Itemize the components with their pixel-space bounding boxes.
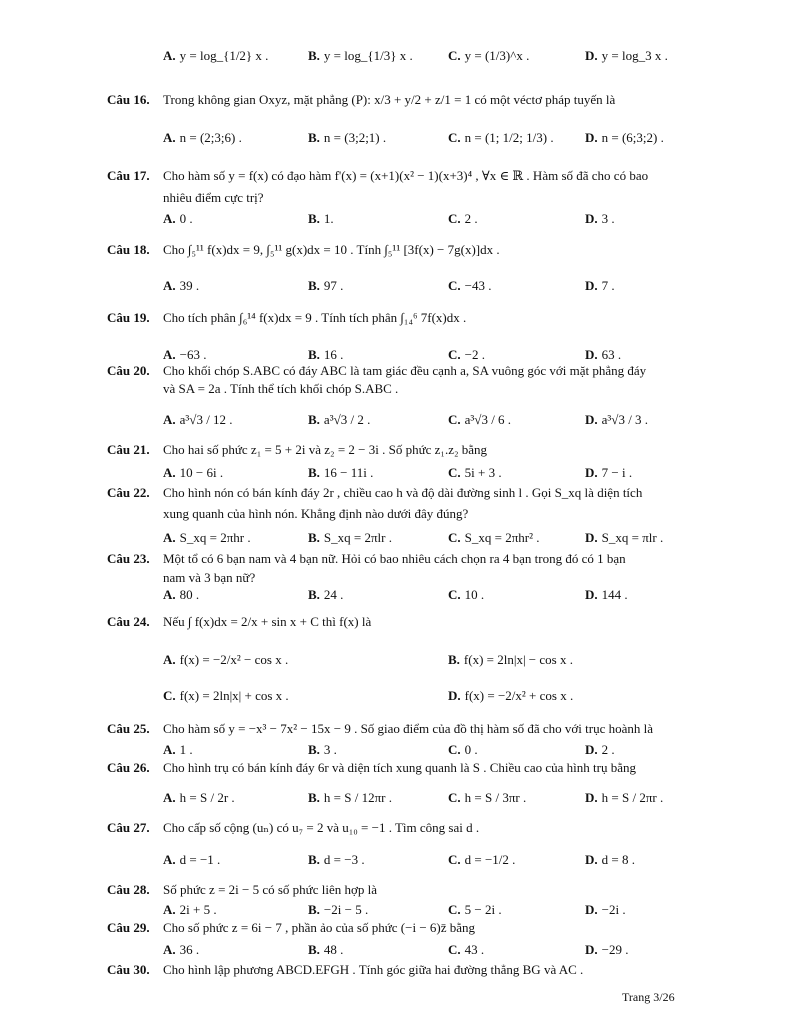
question-text: Cho số phức z = 6i − 7 , phần ảo của số phức (−i − 6)z̄ bằng — [163, 920, 476, 935]
question-number: Câu 26. — [107, 760, 150, 775]
question-number: Câu 17. — [107, 168, 150, 183]
question-text: Nếu ∫ f(x)dx = 2/x + sin x + C thì f(x) là — [163, 614, 372, 629]
option-d: D. S_xq = πlr . — [585, 530, 664, 545]
question-text: và SA = 2a . Tính thể tích khối chóp S.ABC . — [163, 381, 399, 396]
option-d: D. d = 8 . — [585, 852, 635, 867]
option-b: B. S_xq = 2πlr . — [308, 530, 392, 545]
question-text: xung quanh của hình nón. Khẳng định nào dưới đây đúng? — [163, 506, 469, 521]
option-b: B. 16 − 11i . — [308, 465, 374, 480]
option-c: C. S_xq = 2πhr² . — [448, 530, 540, 545]
question-text: Cho hàm số y = f(x) có đạo hàm f'(x) = (x+1)(x² − 1)(x+3)⁴ , ∀x ∈ ℝ . Hàm số đã cho có bao — [163, 168, 649, 183]
option-d: D. 144 . — [585, 587, 628, 602]
option-c: C. a³√3 / 6 . — [448, 412, 512, 427]
option-c: C. 5 − 2i . — [448, 902, 502, 917]
prev-option-a: A. y = log_{1/2} x . — [163, 48, 269, 63]
question-number: Câu 18. — [107, 242, 150, 257]
option-b: B. f(x) = 2ln|x| − cos x . — [448, 652, 573, 667]
option-d: D. −2i . — [585, 902, 626, 917]
option-a: A. 10 − 6i . — [163, 465, 224, 480]
option-d: D. 7 . — [585, 278, 615, 293]
question-number: Câu 23. — [107, 551, 150, 566]
question-text: Cho hình nón có bán kính đáy 2r , chiều cao h và độ dài đường sinh l . Gọi S_xq là diện tích — [163, 485, 643, 500]
option-d: D. −29 . — [585, 942, 629, 957]
question-text: Cho khối chóp S.ABC có đáy ABC là tam giác đều cạnh a, SA vuông góc với mặt phẳng đáy — [163, 363, 647, 378]
question-number: Câu 30. — [107, 962, 150, 977]
page-footer: Trang 3/26 — [622, 990, 675, 1004]
question-number: Câu 19. — [107, 310, 150, 325]
question-number: Câu 24. — [107, 614, 150, 629]
option-d: D. f(x) = −2/x² + cos x . — [448, 688, 574, 703]
question-text: Cho hình trụ có bán kính đáy 6r và diện tích xung quanh là S . Chiều cao của hình trụ bằng — [163, 760, 636, 775]
option-a: A. h = S / 2r . — [163, 790, 235, 805]
question-text: Cho hai số phức z₁ = 5 + 2i và z₂ = 2 − 3i . Số phức z₁.z₂ bằng — [163, 442, 488, 457]
question-number: Câu 29. — [107, 920, 150, 935]
question-number: Câu 21. — [107, 442, 150, 457]
question-number: Câu 20. — [107, 363, 150, 378]
option-a: A. 80 . — [163, 587, 200, 602]
question-number: Câu 22. — [107, 485, 150, 500]
prev-option-b: B. y = log_{1/3} x . — [308, 48, 413, 63]
question-text: Cho hình lập phương ABCD.EFGH . Tính góc giữa hai đường thẳng BG và AC . — [163, 962, 584, 977]
option-b: B. −2i − 5 . — [308, 902, 369, 917]
option-a: A. d = −1 . — [163, 852, 221, 867]
option-b: B. d = −3 . — [308, 852, 365, 867]
option-c: C. 43 . — [448, 942, 485, 957]
option-b: B. h = S / 12πr . — [308, 790, 392, 805]
option-d: D. 63 . — [585, 347, 622, 362]
question-number: Câu 28. — [107, 882, 150, 897]
option-a: A. 36 . — [163, 942, 200, 957]
question-text: Số phức z = 2i − 5 có số phức liên hợp là — [163, 882, 377, 897]
option-a: A. −63 . — [163, 347, 207, 362]
option-d: D. n = (6;3;2) . — [585, 130, 664, 145]
option-b: B. 16 . — [308, 347, 344, 362]
option-d: D. 2 . — [585, 742, 615, 757]
option-c: C. h = S / 3πr . — [448, 790, 527, 805]
option-d: D. a³√3 / 3 . — [585, 412, 649, 427]
option-c: C. 0 . — [448, 742, 478, 757]
option-a: A. 0 . — [163, 211, 193, 226]
option-c: C. d = −1/2 . — [448, 852, 516, 867]
option-b: B. a³√3 / 2 . — [308, 412, 371, 427]
option-c: C. −2 . — [448, 347, 485, 362]
option-b: B. 97 . — [308, 278, 344, 293]
question-text: Trong không gian Oxyz, mặt phẳng (P): x/3 + y/2 + z/1 = 1 có một véctơ pháp tuyến là — [163, 92, 616, 107]
question-text: nam và 3 bạn nữ? — [163, 570, 256, 585]
option-c: C. n = (1; 1/2; 1/3) . — [448, 130, 554, 145]
question-text: Một tổ có 6 bạn nam và 4 bạn nữ. Hỏi có bao nhiêu cách chọn ra 4 bạn trong đó có 1 bạn — [163, 551, 626, 566]
option-a: A. 2i + 5 . — [163, 902, 217, 917]
option-b: B. n = (3;2;1) . — [308, 130, 387, 145]
option-a: A. S_xq = 2πhr . — [163, 530, 251, 545]
question-text: Cho cấp số cộng (uₙ) có u₇ = 2 và u₁₀ = −1 . Tìm công sai d . — [163, 820, 480, 835]
option-c: C. 5i + 3 . — [448, 465, 502, 480]
option-b: B. 48 . — [308, 942, 344, 957]
question-number: Câu 25. — [107, 721, 150, 736]
option-c: C. f(x) = 2ln|x| + cos x . — [163, 688, 289, 703]
prev-option-d: D. y = log_3 x . — [585, 48, 668, 63]
prev-option-c: C. y = (1/3)^x . — [448, 48, 530, 63]
question-text: Cho hàm số y = −x³ − 7x² − 15x − 9 . Số giao điểm của đồ thị hàm số đã cho với trục hoành là — [163, 721, 654, 736]
option-a: A. a³√3 / 12 . — [163, 412, 233, 427]
option-d: D. 7 − i . — [585, 465, 633, 480]
option-c: C. 2 . — [448, 211, 478, 226]
question-text: nhiêu điểm cực trị? — [163, 190, 264, 205]
option-a: A. 39 . — [163, 278, 200, 293]
option-a: A. n = (2;3;6) . — [163, 130, 242, 145]
option-d: D. 3 . — [585, 211, 615, 226]
option-b: B. 1. — [308, 211, 334, 226]
question-text: Cho tích phân ∫₆¹⁴ f(x)dx = 9 . Tính tích phân ∫₁₄⁶ 7f(x)dx . — [163, 310, 467, 325]
option-d: D. h = S / 2πr . — [585, 790, 664, 805]
question-number: Câu 16. — [107, 92, 150, 107]
option-a: A. 1 . — [163, 742, 193, 757]
option-c: C. 10 . — [448, 587, 485, 602]
option-b: B. 3 . — [308, 742, 337, 757]
option-a: A. f(x) = −2/x² − cos x . — [163, 652, 289, 667]
option-c: C. −43 . — [448, 278, 492, 293]
option-b: B. 24 . — [308, 587, 344, 602]
question-text: Cho ∫₅¹¹ f(x)dx = 9, ∫₅¹¹ g(x)dx = 10 . Tính ∫₅¹¹ [3f(x) − 7g(x)]dx . — [163, 242, 500, 257]
question-number: Câu 27. — [107, 820, 150, 835]
